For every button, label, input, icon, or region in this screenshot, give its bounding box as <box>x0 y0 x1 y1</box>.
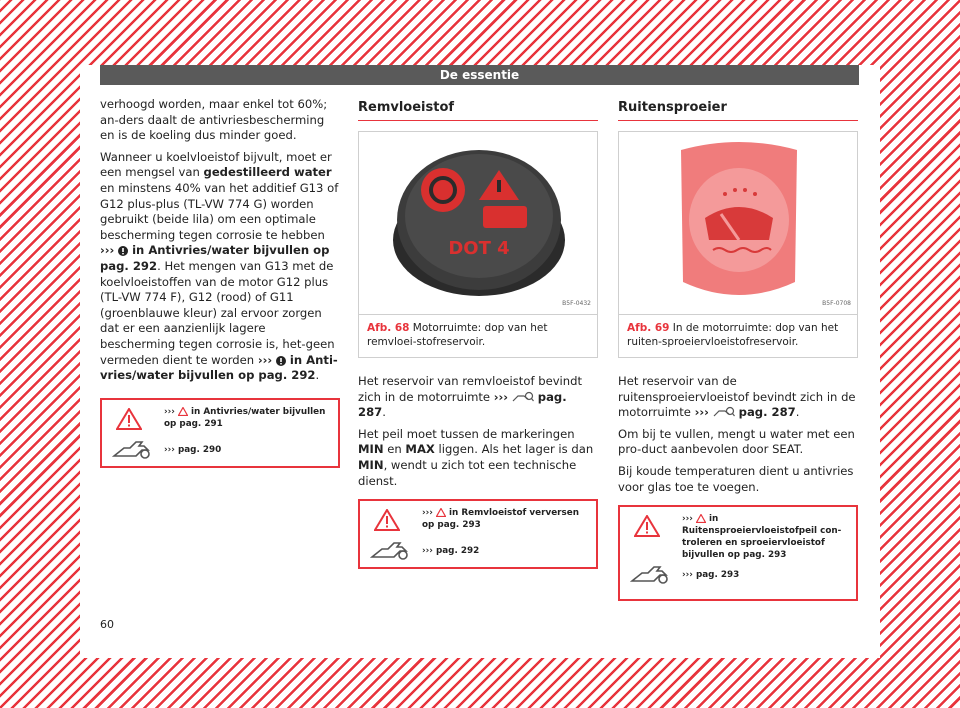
warning-reference[interactable] <box>164 406 334 430</box>
text: en minstens 40% van het additief G13 of G12 plus-plus (TL-VW 774 G) worden gebruikt (beide lila) om een optimale bescherming tegen corrosie te hebben <box>100 180 339 242</box>
ref-arrows: ››› <box>682 570 693 581</box>
figure-caption <box>618 315 858 358</box>
ref-arrows: ››› <box>164 444 175 455</box>
ref-arrows: ››› <box>682 514 693 525</box>
caption-label: Afb. 68 <box>367 322 410 334</box>
wrench-tool-icon <box>370 539 410 561</box>
ref-arrows: ››› <box>164 406 175 417</box>
page-reference-text: pag. 292 <box>432 546 480 557</box>
wrench-tool-icon <box>112 438 152 460</box>
paragraph: Om bij te vullen, mengt u water met een pro-duct aanbevolen door SEAT. <box>618 426 855 457</box>
reference-box <box>358 499 598 569</box>
ref-link[interactable]: pag. 287 <box>358 389 567 420</box>
page-number: 60 <box>100 618 114 631</box>
figure-brake-fluid-cap <box>358 131 598 315</box>
dot4-label: DOT 4 <box>448 238 510 259</box>
ref-arrows: ››› <box>100 243 115 258</box>
ref-arrows: ››› <box>422 546 433 557</box>
warning-triangle-icon <box>116 408 142 430</box>
ref-link[interactable]: in Antivries/water bijvullen op pag. 292 <box>100 243 330 273</box>
text: Wanneer u koelvloeistof bijvult, moet er een mengsel van <box>100 149 332 180</box>
text: liggen. Als het lager is dan <box>434 442 594 457</box>
ref-arrows: ››› <box>493 389 509 404</box>
warning-triangle-icon <box>634 515 660 537</box>
warning-reference[interactable] <box>422 507 592 531</box>
page-header: De essentie <box>100 65 859 85</box>
paragraph: verhoogd worden, maar enkel tot 60%; an-ders daalt de antivriesbescherming en is de koeling dus minder goed. <box>100 97 328 143</box>
page-reference[interactable] <box>422 545 479 557</box>
figure-code: B5F-0708 <box>822 300 851 308</box>
column-3 <box>618 97 858 601</box>
text: . <box>382 405 386 420</box>
caption-text: In de motorruimte: dop van het ruiten-sproeiervloeistofreservoir. <box>627 322 839 348</box>
washer-fluid-cap-image <box>619 132 858 314</box>
ref-arrows: ››› <box>257 352 273 367</box>
magnifier-car-icon <box>512 391 534 403</box>
paragraph <box>358 374 598 421</box>
warning-reference[interactable] <box>682 513 852 561</box>
warning-reference-text: in Antivries/water bijvullen op pag. 291 <box>164 406 326 429</box>
figure-caption <box>358 315 598 358</box>
text: . Het mengen van G13 met de koelvloeistoffen van de motor G12 plus (TL-VW 774 F), G12 (rood) of G11 (groenblauwe kleur) zal ervoor zorgen dat er een aanzienlijk lagere bescherming tegen corrosie is, het-geen vermeden dient te worden <box>100 258 335 367</box>
paragraph <box>618 374 858 421</box>
paragraph <box>358 427 598 489</box>
text: Het reservoir van remvloeistof bevindt zich in de motorruimte <box>358 374 583 404</box>
text: Het reservoir van de ruitensproeiervloeistof bevindt zich in de motorruimte <box>618 374 856 420</box>
text: Het peil moet tussen de markeringen <box>358 426 575 441</box>
min-marking: MIN <box>358 442 384 457</box>
text: , wendt u zich tot een technische dienst. <box>358 457 577 488</box>
caption-text: Motorruimte: dop van het remvloei-stofreservoir. <box>367 322 548 348</box>
figure-code: B5F-0432 <box>562 300 591 308</box>
reference-box <box>100 398 340 468</box>
caution-icon <box>118 246 128 256</box>
max-marking: MAX <box>405 442 435 457</box>
brake-fluid-cap-image <box>359 132 598 314</box>
figure-washer-cap <box>618 131 858 315</box>
page-reference[interactable] <box>682 569 739 581</box>
paragraph: Bij koude temperaturen dient u antivries voor glas toe te voegen. <box>618 463 854 494</box>
bold-text: gedestilleerd water <box>203 165 332 180</box>
min-marking: MIN <box>358 457 384 472</box>
ref-link[interactable]: in Anti-vries/water bijvullen op pag. 292 <box>100 352 338 383</box>
warning-reference-text: in Remvloeistof verversen op pag. 293 <box>422 508 579 531</box>
ref-arrows: ››› <box>422 508 433 519</box>
warning-triangle-icon <box>374 509 400 531</box>
page-reference-text: pag. 290 <box>174 444 222 455</box>
page-reference[interactable] <box>164 444 221 456</box>
paragraph <box>100 150 340 384</box>
ref-arrows: ››› <box>694 405 709 420</box>
page <box>80 65 880 658</box>
ref-link[interactable]: pag. 287 <box>734 405 796 420</box>
caption-label: Afb. 69 <box>627 322 670 334</box>
text: . <box>795 405 800 420</box>
section-title-remvloeistof: Remvloeistof <box>358 99 598 121</box>
reference-box <box>618 505 858 601</box>
column-1 <box>100 97 340 468</box>
warning-reference-text: in Ruitensproeiervloeistofpeil con-troleren en sproeiervloeistof bijvullen op pag. 293 <box>682 514 842 561</box>
text: en <box>383 442 406 457</box>
warning-triangle-small-icon <box>178 407 188 416</box>
warning-triangle-small-icon <box>436 508 446 517</box>
page-reference-text: pag. 293 <box>692 570 740 581</box>
warning-triangle-small-icon <box>696 514 706 523</box>
caution-icon <box>276 356 286 366</box>
section-title-ruitensproeier: Ruitensproeier <box>618 99 858 121</box>
text: . <box>315 368 320 383</box>
magnifier-car-icon <box>713 406 735 418</box>
wrench-tool-icon <box>630 563 670 585</box>
column-2 <box>358 97 598 569</box>
